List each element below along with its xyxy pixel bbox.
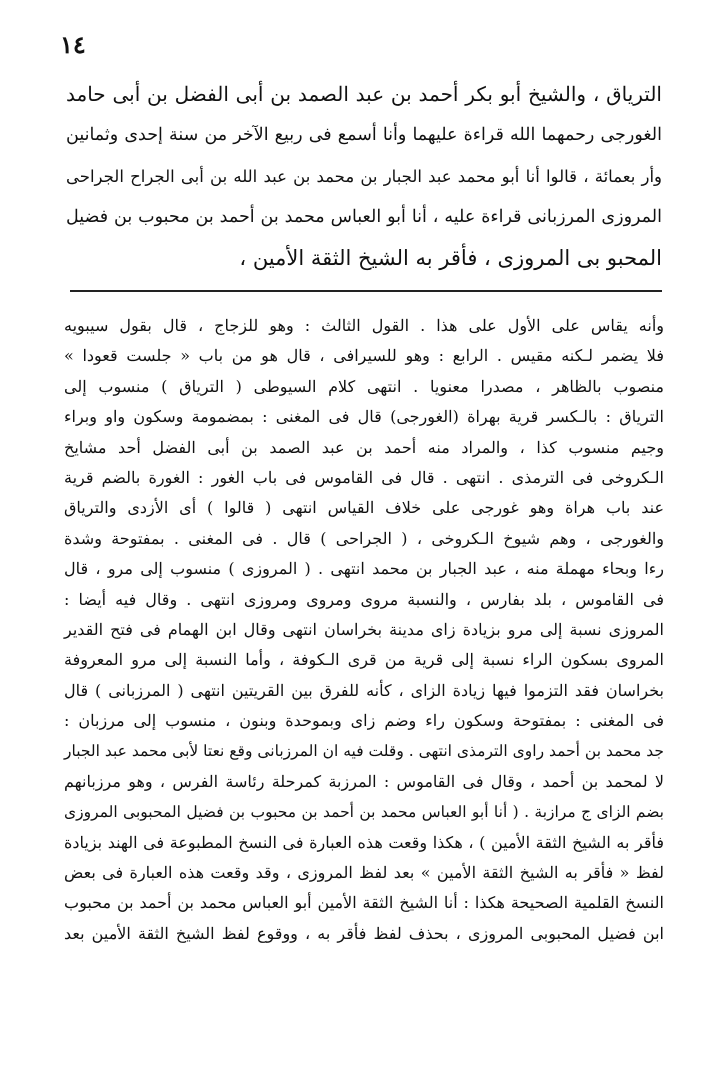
footnote-line: لفظ « فأقر به الشیخ الثقة الأمین » بعد لفظ المروزی ، وقد وقعت هذه العبارة فی بعض — [64, 863, 664, 883]
main-text-line: التریاق ، والشیخ أبو بکر أحمد بن عبد الصمد بن أبی الفضل بن أبی حامد — [66, 82, 662, 106]
main-text-line: المحبو بی المروزی ، فأقر به الشیخ الثقة الأمین ، — [239, 246, 662, 270]
footnote-line: المروی بسکون الراء نسبة إلی قریة من قری الـکوفة ، وأما النسبة إلی مرو المعروفة — [64, 650, 664, 670]
footnote-line: بخراسان فقد التزموا فیها زیادة الزای ، کأنه للفرق بین القریتین انتهی ( المرزبانی ) قال — [64, 680, 664, 700]
footnote-line: وجیم منسوب کذا ، والمراد منه أحمد بن عبد الصمد بن أبی الفضل أحد مشایخ — [64, 437, 664, 457]
footnote-line: والغورجی ، وهم شیوخ الـکروخی ، ( الجراحی ) قال . فی المغنی . بمفتوحة وشدة — [64, 528, 664, 548]
footnote-line: الـکروخی فی الترمذی . انتهی . قال فی القاموس فی باب الغور : الغورة بالضم قریة — [64, 467, 664, 487]
footnote-divider — [70, 290, 662, 292]
footnote-line: المروزی نسبة إلی مرو بزیادة زای مدینة بخراسان انتهی وقال ابن الهمام فی فتح القدیر — [64, 619, 664, 639]
footnote-line: وأنه یقاس علی الأول علی هذا . القول الثالث : وهو للزجاج ، قال بقول سیبویه — [64, 316, 665, 335]
footnote-line: النسخ القلمیة الصحیحة هکذا : أنا الشیخ الثقة الأمین أبو العباس محمد بن أحمد بن محبوب — [64, 893, 664, 913]
footnote-line: ابن فضیل المحبوبی المروزی ، بحذف لفظ فأقر به ، ووقوع لفظ الشیخ الثقة الأمین بعد — [64, 923, 664, 943]
footnote-line: منصوب بالظاهر ، مصدرا معنویا . انتهی کلام السیوطی ( التریاق ) منسوب إلی — [64, 376, 664, 396]
footnote-line: جد محمد بن أحمد راوی الترمذی انتهی . وقلت فیه ان المرزبانی وقع نعتا لأبی محمد عبد الجبار — [64, 742, 664, 761]
footnote-line: فلا یضمر لـکنه مقیس . الرابع : وهو للسیرافی ، قال هو من باب « جلست قعودا » — [64, 346, 664, 366]
main-text-line: وأر بعمائة ، قالوا أنا أبو محمد عبد الجبار بن محمد بن عبد الله بن أبی الجراح الجراحی — [66, 167, 662, 186]
footnote-line: لا لمحمد بن أحمد ، وقال فی القاموس : المرزبة کمرحلة رئاسة الفرس ، وهو مرزبانهم — [64, 771, 664, 791]
page-number: ١٤ — [60, 30, 86, 59]
footnote-line: رءا وبحاء مهملة منه ، عبد الجبار بن محمد انتهی . ( المروزی ) منسوب إلی مرو ، قال — [64, 559, 664, 579]
footnotes — [64, 311, 664, 949]
footnote-line: عند باب هراة وهو غورجی علی خلاف القیاس انتهی ( قالوا ) أی الأزدی والتریاق — [64, 498, 664, 518]
main-text-line: الغورجی رحمهما الله قراءة علیهما وأنا أسمع فی ربیع الآخر من سنة إحدی وثمانین — [66, 125, 662, 145]
main-text — [66, 74, 662, 279]
main-text-line: المروزی المرزبانی قراءة علیه ، أنا أبو العباس محمد بن أحمد بن محبوب بن فضیل — [66, 207, 662, 227]
footnote-line: فی المغنی : بمفتوحة وسکون راء وضم زای وبموحدة وبنون ، منسوب إلی مرزبان : — [64, 711, 664, 731]
footnote-line: التریاق : بالـکسر قریة بهراة (الغورجی) قال فی المغنی : بمضمومة وسکون واو وبراء — [64, 407, 664, 427]
footnote-line: فی القاموس ، بلد بفارس ، والنسبة مروی ومروی ومروزی انتهی . وقال فیه أیضا : — [64, 589, 664, 609]
footnote-line: فأقر به الشیخ الثقة الأمین ) ، هکذا وقعت هذه العبارة فی النسخ المطبوعة فی الهند بزیادة — [64, 832, 664, 852]
footnote-line: بضم الزای ج مرازبة . ( أنا أبو العباس محمد بن أحمد بن محبوب بن فضیل المحبوبی المروزی — [64, 803, 664, 822]
